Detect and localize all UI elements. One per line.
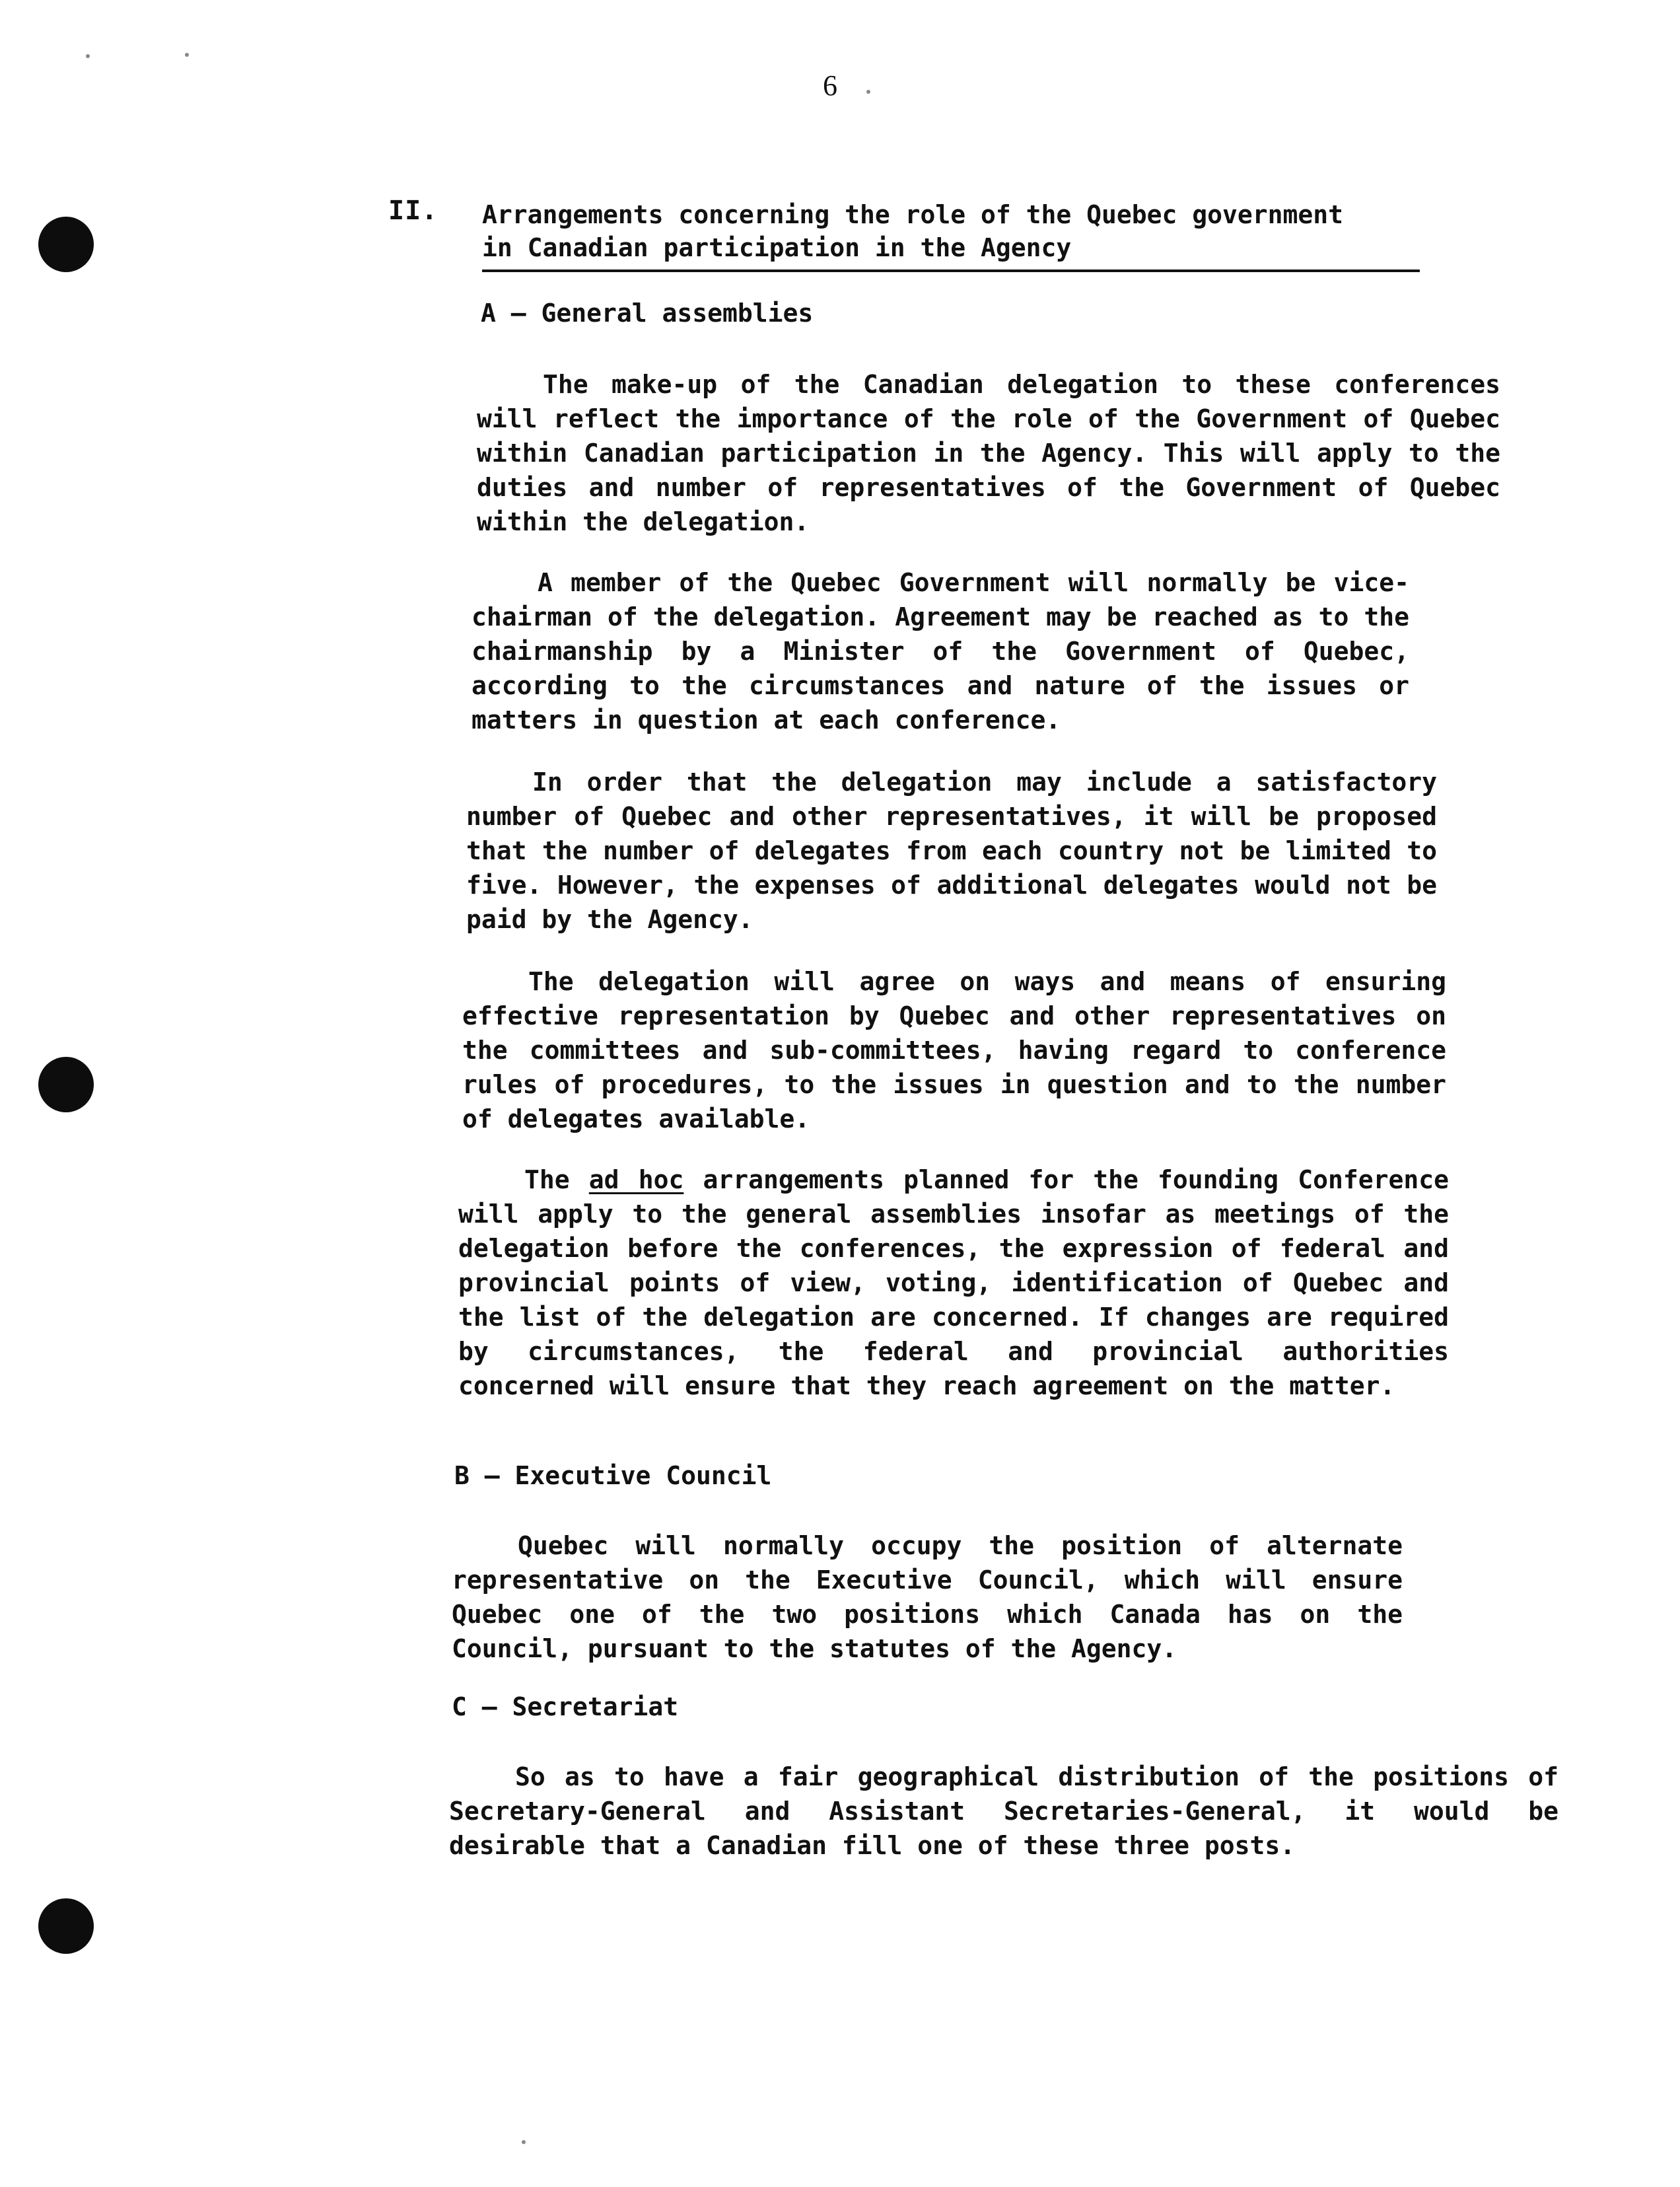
subsection-b-paragraph-1 xyxy=(452,1528,1403,1666)
scan-speck xyxy=(866,90,870,94)
subsection-a-heading: A – General assemblies xyxy=(481,299,814,328)
paragraph-text: The make-up of the Canadian delegation to these conferences will reflect the importance of the role of the Government of Quebec within Canadian participation in the Agency. This will apply to the duties and number of representatives of the Government of Quebec within the delegation. xyxy=(477,370,1500,536)
binder-hole-top xyxy=(38,217,94,272)
paragraph-text: The xyxy=(524,1165,570,1194)
paragraph-text: A member of the Quebec Government will normally be vice-chairman of the delegation. Agreement may be reached as to the chairmanship by a Minister of the Government of Quebec, according to the circumstances and nature of the issues or matters in question at each conference. xyxy=(472,568,1409,735)
subsection-a-paragraph-1 xyxy=(477,367,1500,539)
section-title-line-2: in Canadian participation in the Agency xyxy=(482,233,1072,262)
scan-speck xyxy=(522,2140,526,2144)
section-numeral: II. xyxy=(388,196,438,226)
scan-speck xyxy=(86,54,90,58)
subsection-c-heading: C – Secretariat xyxy=(452,1692,679,1721)
scan-speck xyxy=(185,53,189,57)
subsection-a-paragraph-5 xyxy=(458,1163,1449,1403)
page-number: 6 xyxy=(823,69,837,102)
paragraph-text: Quebec will normally occupy the position of alternate representative on the Executive Council, which will ensure Quebec one of the two positions which Canada has on the Council, pursuant to the statutes of the Agency. xyxy=(452,1531,1403,1663)
section-title xyxy=(482,198,1420,272)
paragraph-text: In order that the delegation may include a satisfactory number of Quebec and other representatives, it will be proposed that the number of delegates from each country not be limited to five. However, the expenses of additional delegates would not be paid by the Agency. xyxy=(466,768,1437,934)
subsection-c-paragraph-1 xyxy=(449,1760,1558,1863)
binder-hole-middle xyxy=(38,1057,94,1112)
binder-hole-bottom xyxy=(38,1898,94,1954)
subsection-b-heading: B – Executive Council xyxy=(454,1461,772,1490)
ad-hoc-underlined: ad hoc xyxy=(588,1165,684,1194)
subsection-a-paragraph-3 xyxy=(466,765,1437,937)
subsection-a-paragraph-2 xyxy=(472,565,1409,737)
subsection-a-paragraph-4 xyxy=(462,964,1446,1136)
paragraph-text: So as to have a fair geographical distribution of the positions of Secretary-General and Assistant Secretaries-General, it would be desirable that a Canadian fill one of these three posts. xyxy=(449,1762,1558,1860)
paragraph-text: The delegation will agree on ways and means of ensuring effective representation by Quebec and other representatives on the committees and sub-committees, having regard to conference rules of procedures, to the issues in question and to the number of delegates available. xyxy=(462,967,1446,1133)
paragraph-text: arrangements planned for the founding Conference will apply to the general assemblies insofar as meetings of the delegation before the conferences, the expression of federal and provincial points of view, voting, identification of Quebec and the list of the delegation are concerned. If changes are required by circumstances, the federal and provincial authorities concerned will ensure that they reach agreement on the matter. xyxy=(458,1165,1449,1400)
section-title-line-1: Arrangements concerning the role of the Quebec government xyxy=(482,200,1344,229)
